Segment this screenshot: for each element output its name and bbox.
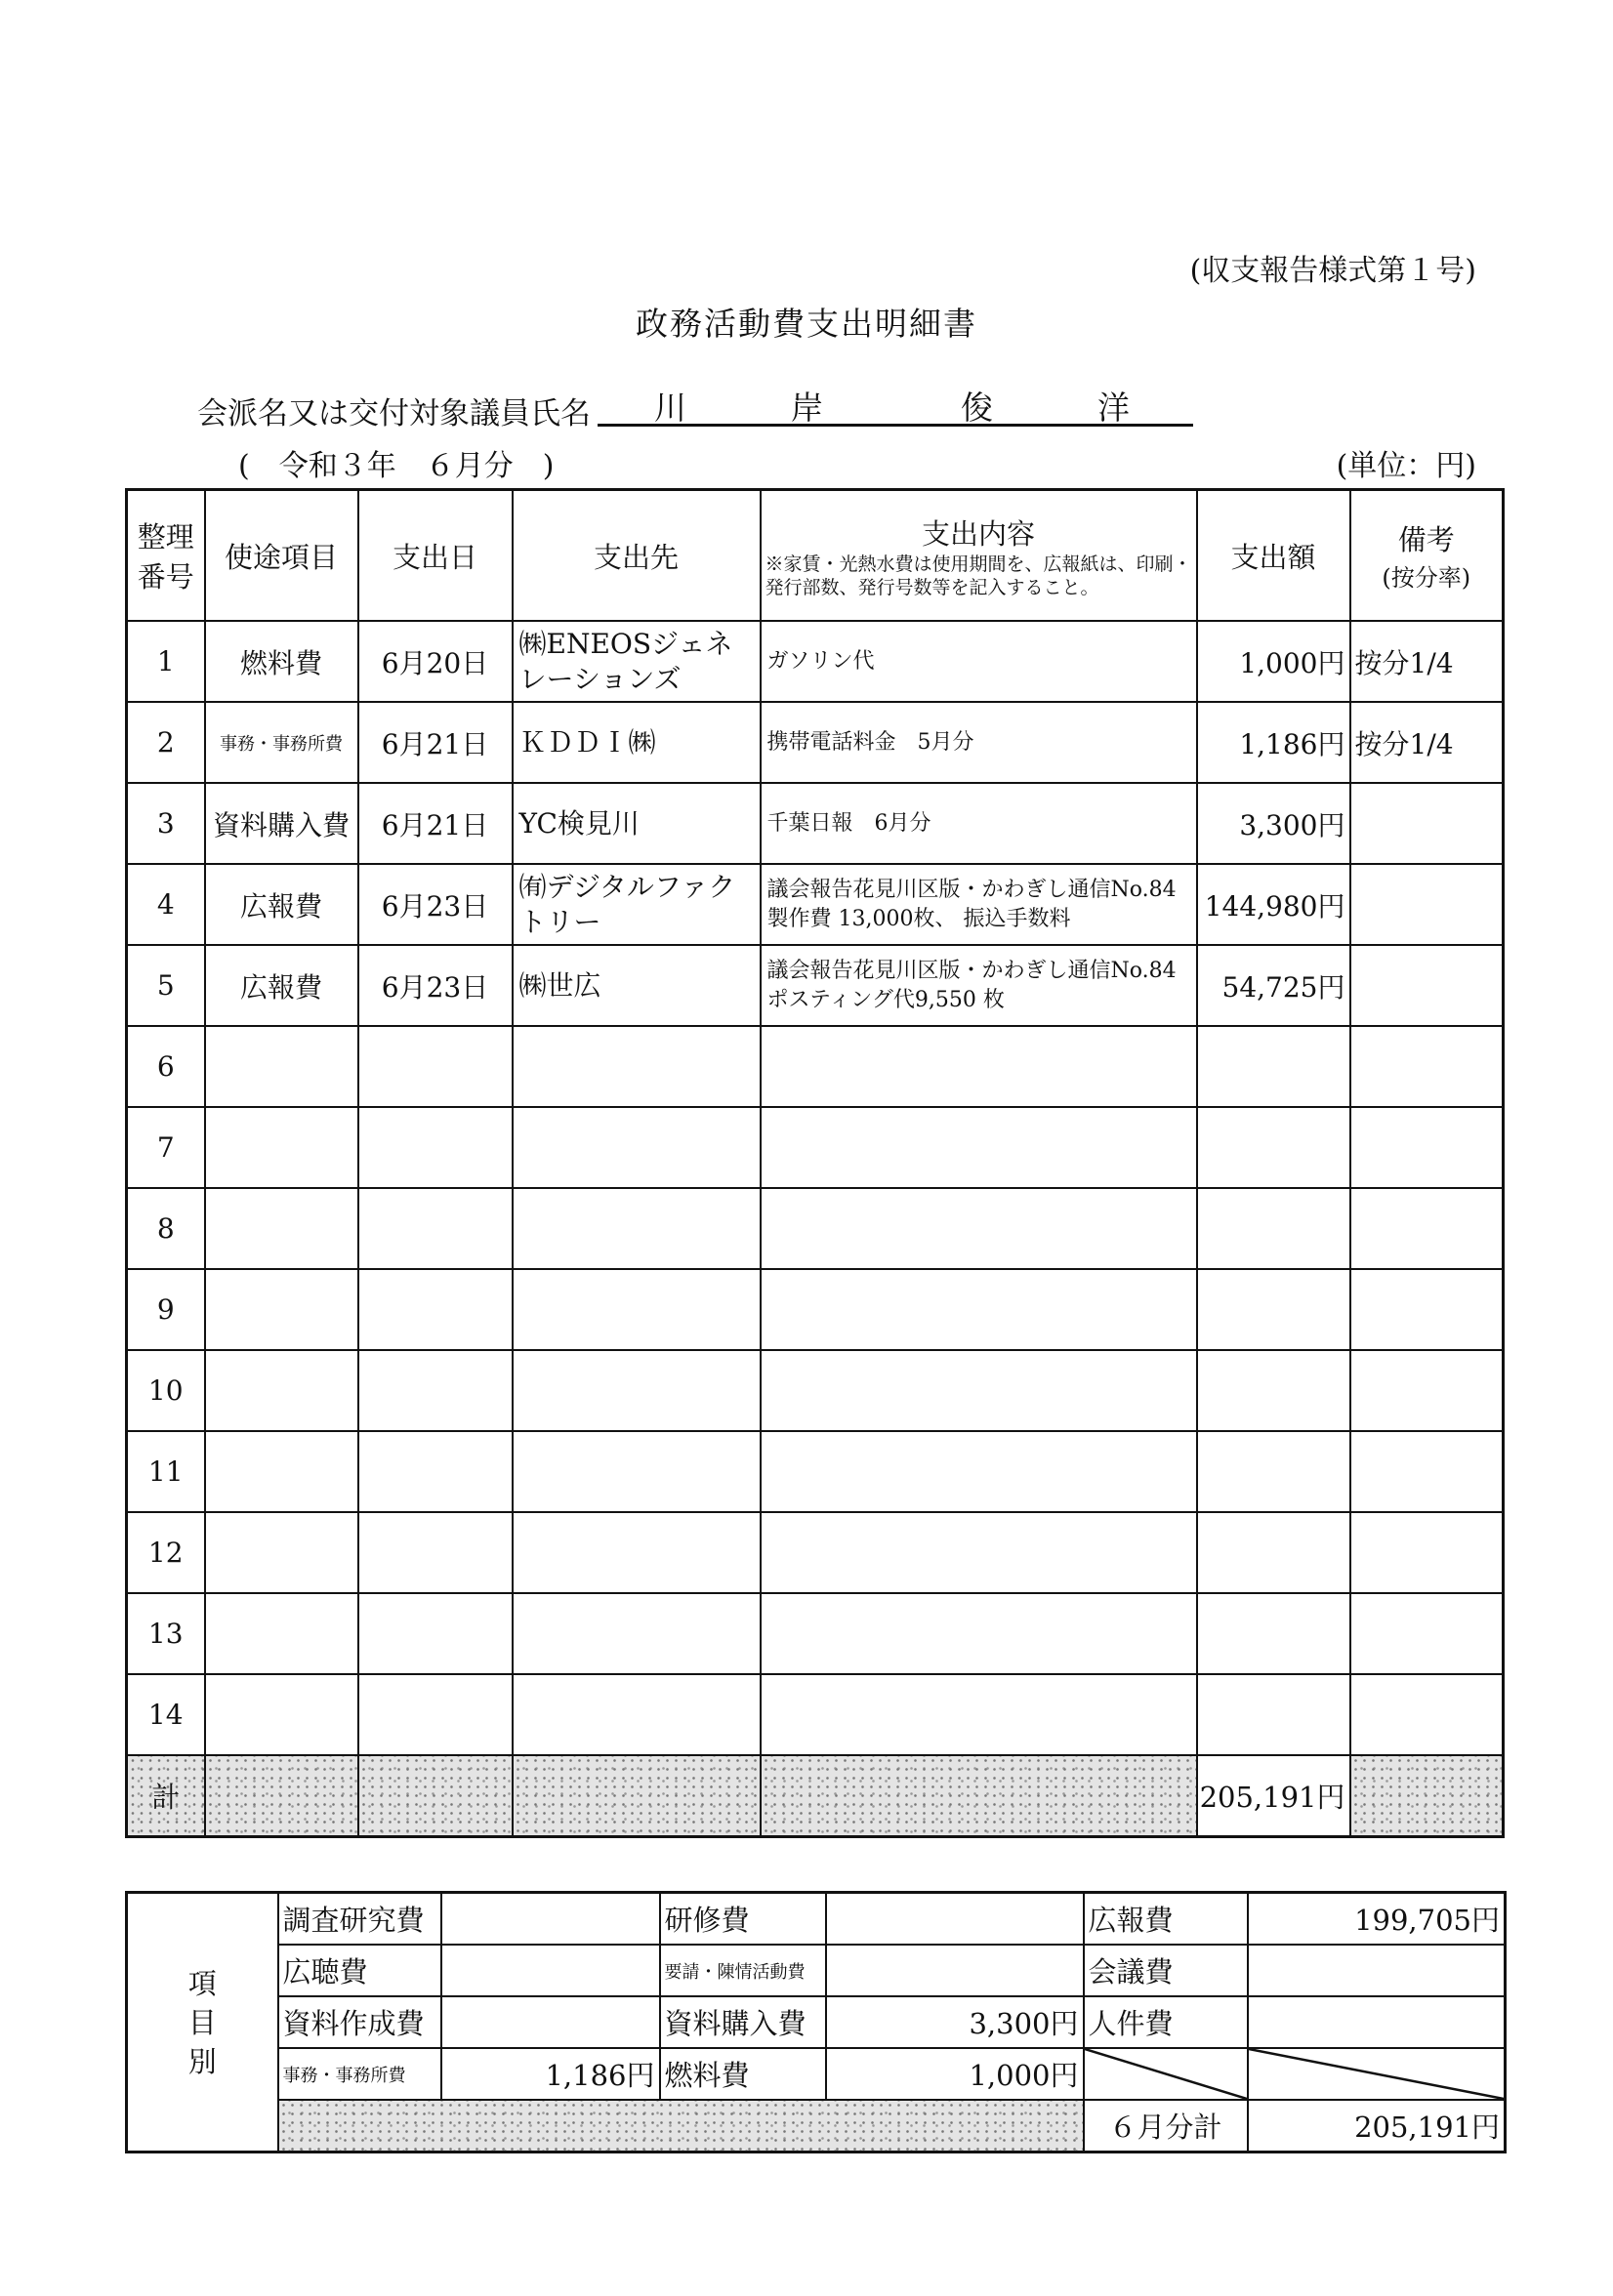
- summary-fuel-label: 燃料費: [660, 2048, 826, 2100]
- row-content: 議会報告花見川区版・かわぎし通信No.84 ポスティング代9,550 枚: [761, 945, 1197, 1026]
- row-purpose: 資料購入費: [205, 783, 358, 864]
- period: [238, 441, 554, 484]
- summary-hearing-value: [441, 1945, 660, 1996]
- row-payee: [513, 1593, 761, 1674]
- expenditure-table: [125, 488, 1505, 1838]
- row-number: 6: [127, 1026, 205, 1107]
- row-number: 8: [127, 1188, 205, 1269]
- summary-row: [127, 2048, 1506, 2100]
- row-content: 千葉日報 6月分: [761, 783, 1197, 864]
- summary-office-label: 事務・事務所費: [278, 2048, 441, 2100]
- summary-publicity-label: 広報費: [1084, 1893, 1248, 1946]
- row-number: 11: [127, 1431, 205, 1512]
- row-remark: [1350, 783, 1504, 864]
- member-label: 会派名又は交付対象議員氏名: [197, 396, 591, 431]
- row-remark: 按分1/4: [1350, 621, 1504, 702]
- row-remark: [1350, 945, 1504, 1026]
- header-content: [761, 490, 1197, 622]
- summary-total-row: [127, 2100, 1506, 2152]
- summary-side-label: 項 目 別: [127, 1893, 278, 2152]
- row-purpose: 広報費: [205, 945, 358, 1026]
- row-amount: 1,186円: [1197, 702, 1350, 783]
- table-row: [127, 1350, 1504, 1431]
- row-purpose: [205, 1188, 358, 1269]
- row-payee: [513, 1107, 761, 1188]
- table-row: [127, 783, 1504, 864]
- row-content: [761, 1107, 1197, 1188]
- row-number: 12: [127, 1512, 205, 1593]
- shaded-cell: [513, 1755, 761, 1837]
- row-remark: [1350, 1674, 1504, 1755]
- summary-row: [127, 1893, 1506, 1946]
- row-purpose: [205, 1269, 358, 1350]
- table-row: [127, 702, 1504, 783]
- header-no: 整理 番号: [127, 490, 205, 622]
- summary-meeting-label: 会議費: [1084, 1945, 1248, 1996]
- row-content: [761, 1269, 1197, 1350]
- summary-materials-creation-label: 資料作成費: [278, 1996, 441, 2048]
- summary-materials-creation-value: [441, 1996, 660, 2048]
- row-payee: [513, 1431, 761, 1512]
- row-remark: [1350, 1269, 1504, 1350]
- header-content-note: ※家賃・光熱水費は使用期間を、広報紙は、印刷・発行部数、発行号数等を記入すること。: [765, 553, 1192, 598]
- header-remark: [1350, 490, 1504, 622]
- header-amount: 支出額: [1197, 490, 1350, 622]
- summary-research-value: [441, 1893, 660, 1946]
- table-row: [127, 1188, 1504, 1269]
- row-payee: [513, 1512, 761, 1593]
- row-amount: [1197, 1107, 1350, 1188]
- summary-materials-purchase-label: 資料購入費: [660, 1996, 826, 2048]
- unit-label: (単位：円): [1336, 449, 1476, 483]
- row-remark: [1350, 1431, 1504, 1512]
- summary-petition-value: [826, 1945, 1084, 1996]
- header-purpose: 使途項目: [205, 490, 358, 622]
- month-total-value: 205,191円: [1248, 2100, 1506, 2152]
- row-purpose: [205, 1107, 358, 1188]
- table-row: [127, 1512, 1504, 1593]
- summary-petition-label: 要請・陳情活動費: [660, 1945, 826, 1996]
- row-payee: [513, 1350, 761, 1431]
- row-number: 2: [127, 702, 205, 783]
- summary-personnel-value: [1248, 1996, 1506, 2048]
- summary-publicity-value: 199,705円: [1248, 1893, 1506, 1946]
- row-remark: [1350, 1026, 1504, 1107]
- row-payee: [513, 1026, 761, 1107]
- row-content: [761, 1593, 1197, 1674]
- period-close-paren: ): [542, 449, 555, 483]
- category-summary-table: [125, 1891, 1507, 2153]
- row-date: [358, 1188, 513, 1269]
- row-number: 10: [127, 1350, 205, 1431]
- shaded-cell: [761, 1755, 1197, 1837]
- summary-row: [127, 1996, 1506, 2048]
- total-amount: 205,191円: [1197, 1755, 1350, 1837]
- row-number: 14: [127, 1674, 205, 1755]
- table-row: [127, 1674, 1504, 1755]
- row-amount: [1197, 1674, 1350, 1755]
- row-amount: 54,725円: [1197, 945, 1350, 1026]
- member-name-char: 岸: [791, 389, 823, 427]
- row-payee: [513, 1269, 761, 1350]
- row-content: 議会報告花見川区版・かわぎし通信No.84 製作費 13,000枚、 振込手数料: [761, 864, 1197, 945]
- header-remark-title: 備考: [1397, 523, 1455, 556]
- row-date: [358, 1269, 513, 1350]
- row-remark: [1350, 1593, 1504, 1674]
- total-row: [127, 1755, 1504, 1837]
- row-number: 5: [127, 945, 205, 1026]
- header-remark-sub: (按分率): [1382, 564, 1471, 592]
- diagonal-blank-cell: [1084, 2048, 1248, 2100]
- row-date: 6月23日: [358, 864, 513, 945]
- summary-training-value: [826, 1893, 1084, 1946]
- row-date: [358, 1674, 513, 1755]
- row-date: 6月21日: [358, 783, 513, 864]
- row-purpose: 事務・事務所費: [205, 702, 358, 783]
- member-name: [598, 381, 1193, 427]
- row-amount: [1197, 1512, 1350, 1593]
- member-name-char: 川: [654, 389, 686, 427]
- table-row: [127, 1269, 1504, 1350]
- summary-hearing-label: 広聴費: [278, 1945, 441, 1996]
- row-date: [358, 1431, 513, 1512]
- row-content: [761, 1350, 1197, 1431]
- shaded-cell: [205, 1755, 358, 1837]
- row-purpose: [205, 1674, 358, 1755]
- total-label: 計: [127, 1755, 205, 1837]
- row-purpose: 広報費: [205, 864, 358, 945]
- row-purpose: [205, 1026, 358, 1107]
- row-number: 7: [127, 1107, 205, 1188]
- row-purpose: [205, 1512, 358, 1593]
- row-purpose: 燃料費: [205, 621, 358, 702]
- member-name-char: 洋: [1097, 389, 1130, 427]
- row-remark: [1350, 864, 1504, 945]
- row-amount: 144,980円: [1197, 864, 1350, 945]
- row-remark: [1350, 1512, 1504, 1593]
- shaded-cell: [358, 1755, 513, 1837]
- row-payee: ㈲デジタルファクトリー: [513, 864, 761, 945]
- row-number: 13: [127, 1593, 205, 1674]
- period-text: 令和３年 ６月分: [278, 449, 514, 483]
- summary-row: [127, 1945, 1506, 1996]
- row-amount: [1197, 1026, 1350, 1107]
- summary-materials-purchase-value: 3,300円: [826, 1996, 1084, 2048]
- summary-personnel-label: 人件費: [1084, 1996, 1248, 2048]
- row-date: [358, 1350, 513, 1431]
- row-purpose: [205, 1593, 358, 1674]
- row-number: 4: [127, 864, 205, 945]
- row-date: 6月20日: [358, 621, 513, 702]
- header-payee: 支出先: [513, 490, 761, 622]
- row-payee: YC検見川: [513, 783, 761, 864]
- summary-meeting-value: [1248, 1945, 1506, 1996]
- row-date: 6月21日: [358, 702, 513, 783]
- member-name-char: 俊: [961, 389, 993, 427]
- row-date: 6月23日: [358, 945, 513, 1026]
- row-amount: [1197, 1188, 1350, 1269]
- row-amount: [1197, 1269, 1350, 1350]
- row-number: 9: [127, 1269, 205, 1350]
- row-content: [761, 1512, 1197, 1593]
- row-purpose: [205, 1431, 358, 1512]
- row-remark: [1350, 1188, 1504, 1269]
- summary-research-label: 調査研究費: [278, 1893, 441, 1946]
- row-date: [358, 1593, 513, 1674]
- summary-training-label: 研修費: [660, 1893, 826, 1946]
- row-date: [358, 1512, 513, 1593]
- header-content-title: 支出内容: [921, 516, 1035, 551]
- row-amount: 1,000円: [1197, 621, 1350, 702]
- row-content: [761, 1188, 1197, 1269]
- header-date: 支出日: [358, 490, 513, 622]
- row-amount: [1197, 1593, 1350, 1674]
- summary-fuel-value: 1,000円: [826, 2048, 1084, 2100]
- table-row: [127, 621, 1504, 702]
- table-row: [127, 1107, 1504, 1188]
- row-date: [358, 1026, 513, 1107]
- diagonal-blank-cell: [1248, 2048, 1506, 2100]
- row-content: ガソリン代: [761, 621, 1197, 702]
- row-purpose: [205, 1350, 358, 1431]
- row-payee: [513, 1188, 761, 1269]
- row-remark: [1350, 1350, 1504, 1431]
- summary-office-value: 1,186円: [441, 2048, 660, 2100]
- row-content: 携帯電話料金 5月分: [761, 702, 1197, 783]
- row-date: [358, 1107, 513, 1188]
- period-open-paren: (: [238, 449, 250, 483]
- row-payee: ＫＤＤＩ㈱: [513, 702, 761, 783]
- row-amount: 3,300円: [1197, 783, 1350, 864]
- row-payee: [513, 1674, 761, 1755]
- row-content: [761, 1674, 1197, 1755]
- table-row: [127, 1431, 1504, 1512]
- row-payee: ㈱世広: [513, 945, 761, 1026]
- shaded-cell: [1350, 1755, 1504, 1837]
- header-row: [127, 490, 1504, 622]
- table-row: [127, 945, 1504, 1026]
- table-row: [127, 864, 1504, 945]
- row-amount: [1197, 1350, 1350, 1431]
- row-number: 3: [127, 783, 205, 864]
- document-title: 政務活動費支出明細書: [636, 305, 977, 343]
- row-content: [761, 1431, 1197, 1512]
- row-amount: [1197, 1431, 1350, 1512]
- table-row: [127, 1593, 1504, 1674]
- row-remark: [1350, 1107, 1504, 1188]
- row-number: 1: [127, 621, 205, 702]
- shaded-cell: [278, 2100, 1084, 2152]
- row-remark: 按分1/4: [1350, 702, 1504, 783]
- row-payee: ㈱ENEOSジェネレーションズ: [513, 621, 761, 702]
- month-total-label: ６月分計: [1084, 2100, 1248, 2152]
- row-content: [761, 1026, 1197, 1107]
- table-row: [127, 1026, 1504, 1107]
- form-number: (収支報告様式第１号): [1189, 254, 1476, 288]
